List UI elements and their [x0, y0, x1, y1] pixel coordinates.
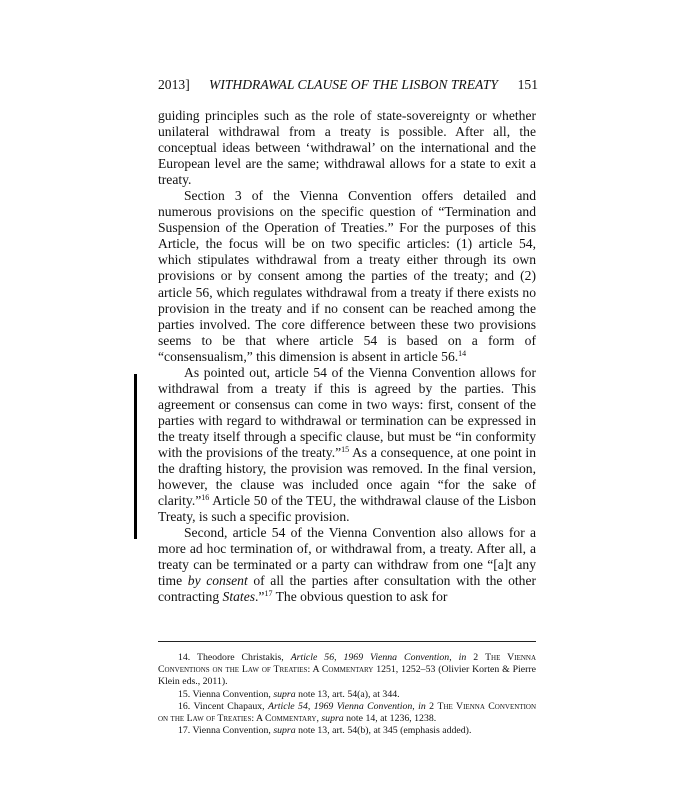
paragraph-4: Second, article 54 of the Vienna Convention also allows for a more ad hoc termination of, or withdrawal from, a treaty. After all, a treaty can be terminated or a party can withdraw from one “[a]t any time by consent of all the parties after consultation with the other contracting States.”$^{17}$ The obvious question to ask for — [158, 525, 537, 605]
revision-change-bar — [134, 374, 137, 539]
footnote-14: 14. Theodore Christakis, Article 56, 1969 Vienna Convention, in 2 The Vienna Conventions on the Law of Treaties: A Commentary 1251, 1252–53 (Olivier Korten & Pierre Klein eds., 2011). — [158, 652, 537, 688]
page-number: 151 — [517, 77, 538, 92]
paragraph-3: As pointed out, article 54 of the Vienna Convention allows for withdrawal from a treaty if this is agreed by the parties. This agreement or consensus can come in two ways: first, consent of the parties with regard to withdrawal or termination can be expressed in the treaty itself through a specific clause, but must be “in conformity with the provisions of the treaty.”$^{15}$ As a consequence, at one point in the drafting history, the provision was removed. In the final version, however, the clause was included once again “for the sake of clarity.”$^{16}$ Article 50 of the TEU, the withdrawal clause of the Lisbon Treaty, is such a specific provision. — [158, 364, 536, 525]
footnote-divider — [158, 641, 536, 642]
paragraph-1: guiding principles such as the role of state-sovereignty or whether unilateral withdrawal from a treaty is possible. After all, the conceptual ideas between ‘withdrawal’ on the international and the European level are the same; withdrawal allows for a state to exit a treaty. — [158, 108, 536, 188]
header-title: WITHDRAWAL CLAUSE OF THE LISBON TREATY — [209, 77, 498, 92]
emphasis-text: by consent — [187, 573, 248, 589]
emphasis-text: States — [222, 589, 256, 605]
footnote-ref-14[interactable]: 14 — [458, 348, 467, 358]
footnote-17: 17. Vienna Convention, supra note 13, art. 54(b), at 345 (emphasis added). — [178, 725, 472, 737]
body-text — [158, 108, 536, 605]
footnote-ref-17[interactable]: 17 — [264, 589, 273, 599]
footnote-15: 15. Vienna Convention, supra note 13, art. 54(a), at 344. — [178, 688, 400, 700]
footnote-16: 16. Vincent Chapaux, Article 54, 1969 Vienna Convention, in 2 The Vienna Convention on the Law of Treaties: A Commentary, supra note 14, at 1236, 1238. — [158, 700, 537, 725]
footnote-ref-15[interactable]: 15 — [341, 444, 350, 454]
header-year: 2013] — [158, 77, 190, 92]
footnote-ref-16[interactable]: 16 — [201, 493, 210, 503]
footnotes — [158, 652, 536, 737]
paragraph-2: Section 3 of the Vienna Convention offers detailed and numerous provisions on the specific question of “Termination and Suspension of the Operation of Treaties.” For the purposes of this Article, the focus will be on two specific articles: (1) article 54, which stipulates withdrawal from a treaty either through its own provisions or by consent among the parties of the treaty; and (2) article 56, which regulates withdrawal from a treaty if there exists no provision in the treaty and if no consent can be reached among the parties involved. The core difference between these two provisions seems to be that where article 54 is based on a form of “consensualism,” this dimension is absent in article 56.14 — [158, 188, 536, 364]
